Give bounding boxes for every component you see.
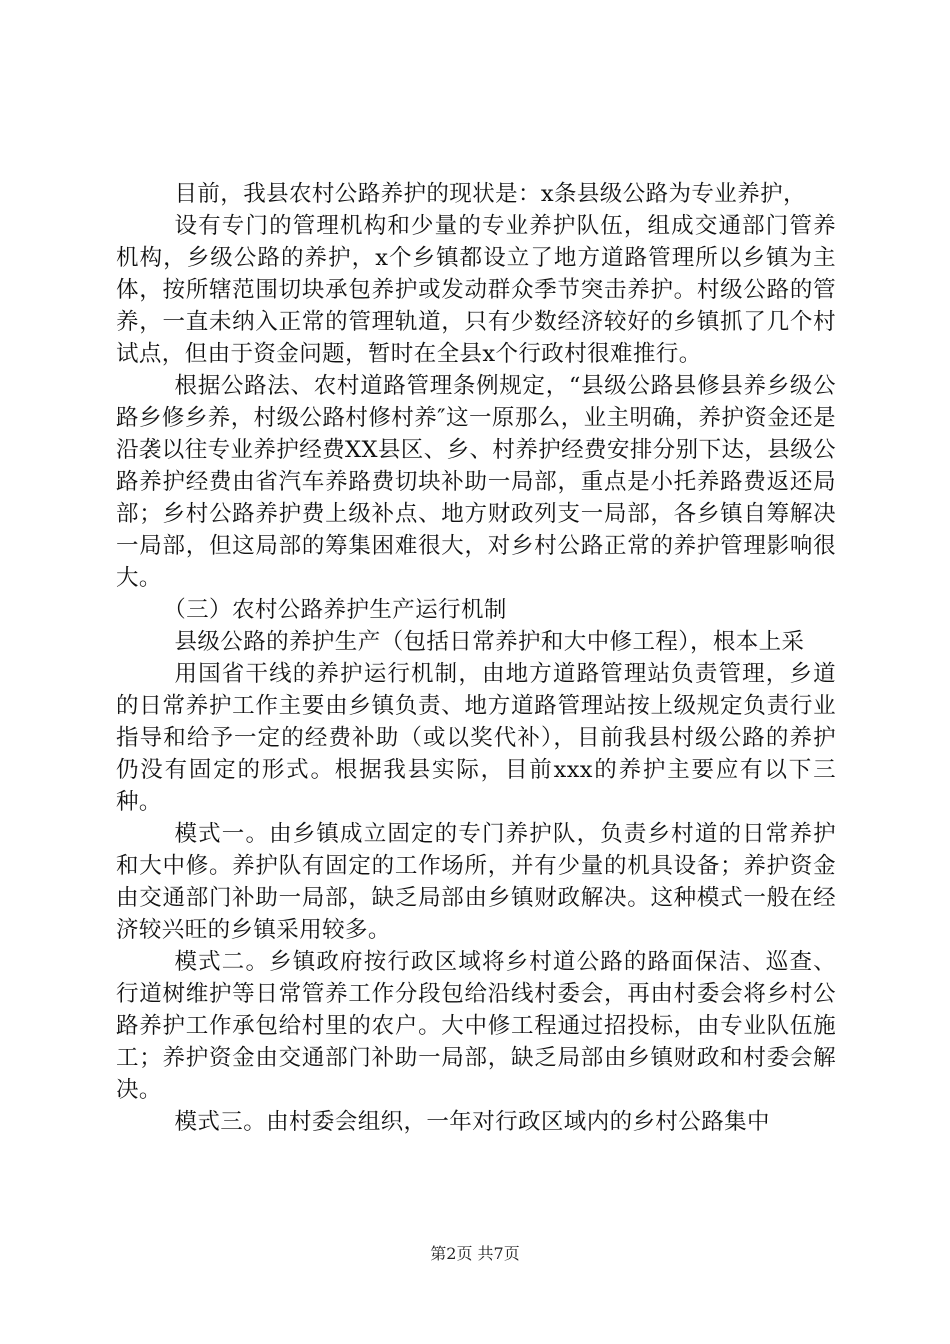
- document-body: [116, 178, 836, 1138]
- paragraph-county-maintenance: 县级公路的养护生产（包括日常养护和大中修工程），根本上采: [174, 629, 805, 655]
- page-number-footer: 第2页 共7页: [430, 1244, 520, 1263]
- paragraph-mode-three: 模式三。由村委会组织，一年对行政区域内的乡村公路集中: [174, 1109, 770, 1135]
- section-heading: （三）农村公路养护生产运行机制: [163, 597, 507, 623]
- paragraph-mode-two: 模式二。乡镇政府按行政区域将乡村道公路的路面保洁、巡查、行道树维护等日常管养工作分段包给沿线村委会，再由村委会将乡村公路养护工作承包给村里的农户。大中修工程通过招投标，由专业队伍施工；养护资金由交通部门补助一局部，缺乏局部由乡镇财政和村委会解决。: [116, 949, 836, 1103]
- paragraph-funding-regulation: 根据公路法、农村道路管理条例规定，“县级公路县修县养乡级公路乡修乡养，村级公路村修村养″这一原那么，业主明确，养护资金还是沿袭以往专业养护经费XX县区、乡、村养护经费安排分别下达，县级公路养护经费由省汽车养路费切块补助一局部，重点是小托养路费返还局部；乡村公路养护费上级补点、地方财政列支一局部，各乡镇自筹解决一局部，但这局部的筹集困难很大，对乡村公路正常的养护管理影响很大。: [116, 373, 836, 591]
- paragraph-operation-mechanism: 用国省干线的养护运行机制，由地方道路管理站负责管理，乡道的日常养护工作主要由乡镇负责、地方道路管理站按上级规定负责行业指导和给予一定的经费补助（或以奖代补），目前我县村级公路的养护仍没有固定的形式。根据我县实际，目前xxx的养护主要应有以下三种。: [116, 661, 836, 815]
- paragraph-mode-one: 模式一。由乡镇成立固定的专门养护队，负责乡村道的日常养护和大中修。养护队有固定的工作场所，并有少量的机具设备；养护资金由交通部门补助一局部，缺乏局部由乡镇财政解决。这种模式一般在经济较兴旺的乡镇采用较多。: [116, 821, 836, 943]
- paragraph-status-intro: 目前，我县农村公路养护的现状是：x条县级公路为专业养护，: [174, 181, 806, 207]
- paragraph-management-bodies: 设有专门的管理机构和少量的专业养护队伍，组成交通部门管养机构，乡级公路的养护，x个乡镇都设立了地方道路管理所以乡镇为主体，按所辖范围切块承包养护或发动群众季节突击养护。村级公路的管养，一直未纳入正常的管理轨道，只有少数经济较好的乡镇抓了几个村试点，但由于资金问题，暂时在全县x个行政村很难推行。: [116, 213, 836, 367]
